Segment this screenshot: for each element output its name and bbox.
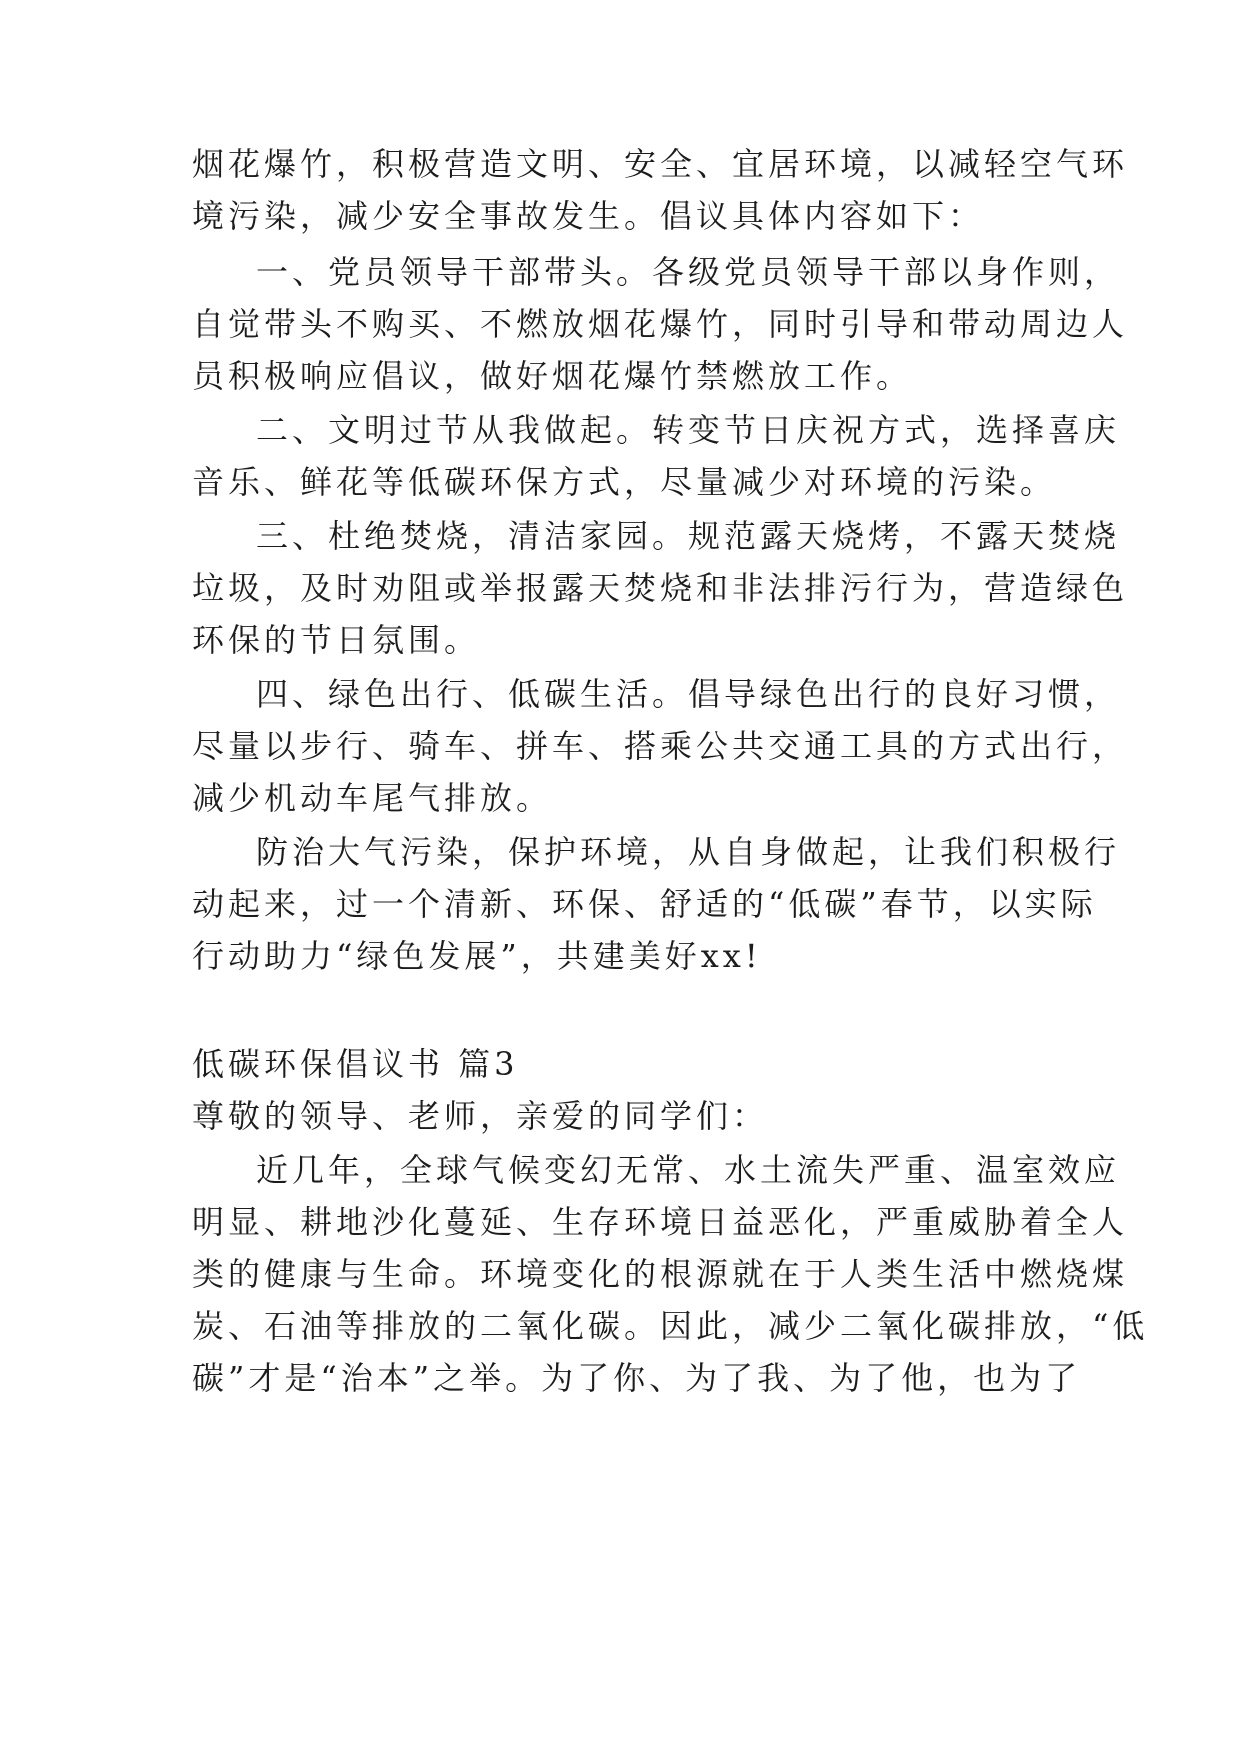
text-line: 炭、石油等排放的二氧化碳。因此，减少二氧化碳排放，“低 — [192, 1307, 1149, 1345]
text-line: 环保的节日氛围。 — [192, 621, 481, 659]
text-line: 员积极响应倡议，做好烟花爆竹禁燃放工作。 — [192, 357, 913, 395]
text-line: 烟花爆竹，积极营造文明、安全、宜居环境，以减轻空气环 — [192, 145, 1129, 183]
text-line: 明显、耕地沙化蔓延、生存环境日益恶化，严重威胁着全人 — [192, 1203, 1129, 1241]
text-line: 境污染，减少安全事故发生。倡议具体内容如下： — [192, 197, 985, 235]
paragraph-5-first-line: 近几年，全球气候变幻无常、水土流失严重、温室效应 — [256, 1151, 1121, 1189]
text-line: 减少机动车尾气排放。 — [192, 779, 553, 817]
text-line: 音乐、鲜花等低碳环保方式，尽量减少对环境的污染。 — [192, 463, 1057, 501]
paragraph-1-first-line: 一、党员领导干部带头。各级党员领导干部以身作则， — [256, 253, 1121, 291]
text-line: 垃圾，及时劝阻或举报露天焚烧和非法排污行为，营造绿色 — [192, 569, 1129, 607]
text-line: 类的健康与生命。环境变化的根源就在于人类生活中燃烧煤 — [192, 1255, 1129, 1293]
paragraph-3-first-line: 三、杜绝焚烧，清洁家园。规范露天烧烤，不露天焚烧 — [256, 517, 1121, 555]
text-line: 动起来，过一个清新、环保、舒适的“低碳”春节，以实际 — [192, 885, 1097, 923]
paragraph-2-first-line: 二、文明过节从我做起。转变节日庆祝方式，选择喜庆 — [256, 411, 1121, 449]
text-line: 自觉带头不购买、不燃放烟花爆竹，同时引导和带动周边人 — [192, 305, 1129, 343]
closing-paragraph-first-line: 防治大气污染，保护环境，从自身做起，让我们积极行 — [256, 833, 1121, 871]
section-title: 低碳环保倡议书 篇3 — [192, 1045, 519, 1083]
text-line: 碳”才是“治本”之举。为了你、为了我、为了他，也为了 — [192, 1359, 1082, 1397]
text-line: 尽量以步行、骑车、拼车、搭乘公共交通工具的方式出行， — [192, 727, 1129, 765]
paragraph-4-first-line: 四、绿色出行、低碳生活。倡导绿色出行的良好习惯， — [256, 675, 1121, 713]
text-line: 行动助力“绿色发展”，共建美好xx! — [192, 937, 762, 975]
salutation: 尊敬的领导、老师，亲爱的同学们： — [192, 1097, 769, 1135]
